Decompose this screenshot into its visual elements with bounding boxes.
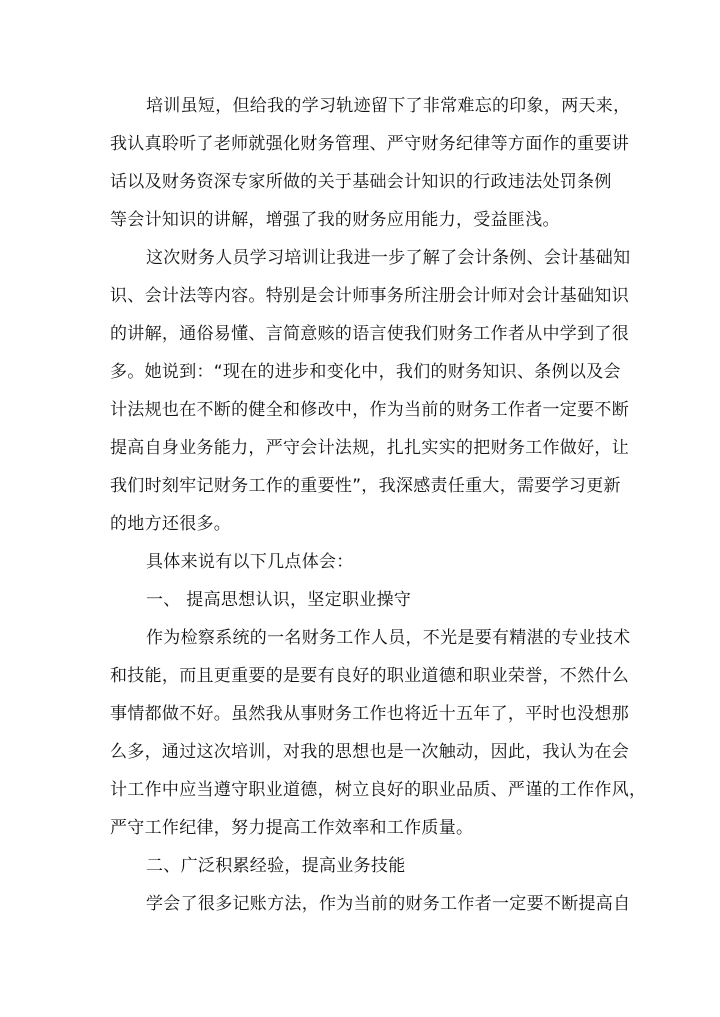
text-line: 的讲解，通俗易懂、言简意赅的语言使我们财务工作者从中学到了很 — [110, 324, 629, 344]
section-heading: 一、 提高思想认识，坚定职业操守 — [146, 590, 412, 610]
text-line: 等会计知识的讲解，增强了我的财务应用能力，受益匪浅。 — [110, 210, 560, 230]
text-line: 么多，通过这次培训，对我的思想也是一次触动，因此，我认为在会 — [110, 742, 629, 762]
text-line: 具体来说有以下几点体会： — [146, 552, 354, 572]
text-line: 作为检察系统的一名财务工作人员，不光是要有精湛的专业技术 — [146, 628, 631, 648]
text-line: 这次财务人员学习培训让我进一步了解了会计条例、会计基础知 — [146, 248, 631, 268]
text-line: 话以及财务资深专家所做的关于基础会计知识的行政违法处罚条例 — [110, 172, 612, 192]
text-line: 我们时刻牢记财务工作的重要性”，我深感责任重大，需要学习更新 — [110, 476, 621, 496]
text-line: 严守工作纪律，努力提高工作效率和工作质量。 — [110, 818, 474, 838]
text-line: 识、会计法等内容。特别是会计师事务所注册会计师对会计基础知识 — [110, 286, 629, 306]
text-line: 的地方还很多。 — [110, 514, 232, 534]
text-line: 和技能，而且更重要的是要有良好的职业道德和职业荣誉，不然什么 — [110, 666, 629, 686]
text-line: 多。她说到：“现在的进步和变化中，我们的财务知识、条例以及会 — [110, 362, 621, 382]
text-line: 计法规也在不断的健全和修改中，作为当前的财务工作者一定要不断 — [110, 400, 629, 420]
section-heading: 二、广泛积累经验，提高业务技能 — [146, 856, 406, 876]
text-line: 提高自身业务能力，严守会计法规，扎扎实实的把财务工作做好，让 — [110, 438, 629, 458]
text-line: 计工作中应当遵守职业道德，树立良好的职业品质、严谨的工作作风， — [110, 780, 647, 800]
text-line: 我认真聆听了老师就强化财务管理、严守财务纪律等方面作的重要讲 — [110, 134, 629, 154]
text-line: 事情都做不好。虽然我从事财务工作也将近十五年了，平时也没想那 — [110, 704, 629, 724]
text-line: 培训虽短，但给我的学习轨迹留下了非常难忘的印象，两天来， — [146, 96, 631, 116]
text-line: 学会了很多记账方法，作为当前的财务工作者一定要不断提高自 — [146, 894, 631, 914]
